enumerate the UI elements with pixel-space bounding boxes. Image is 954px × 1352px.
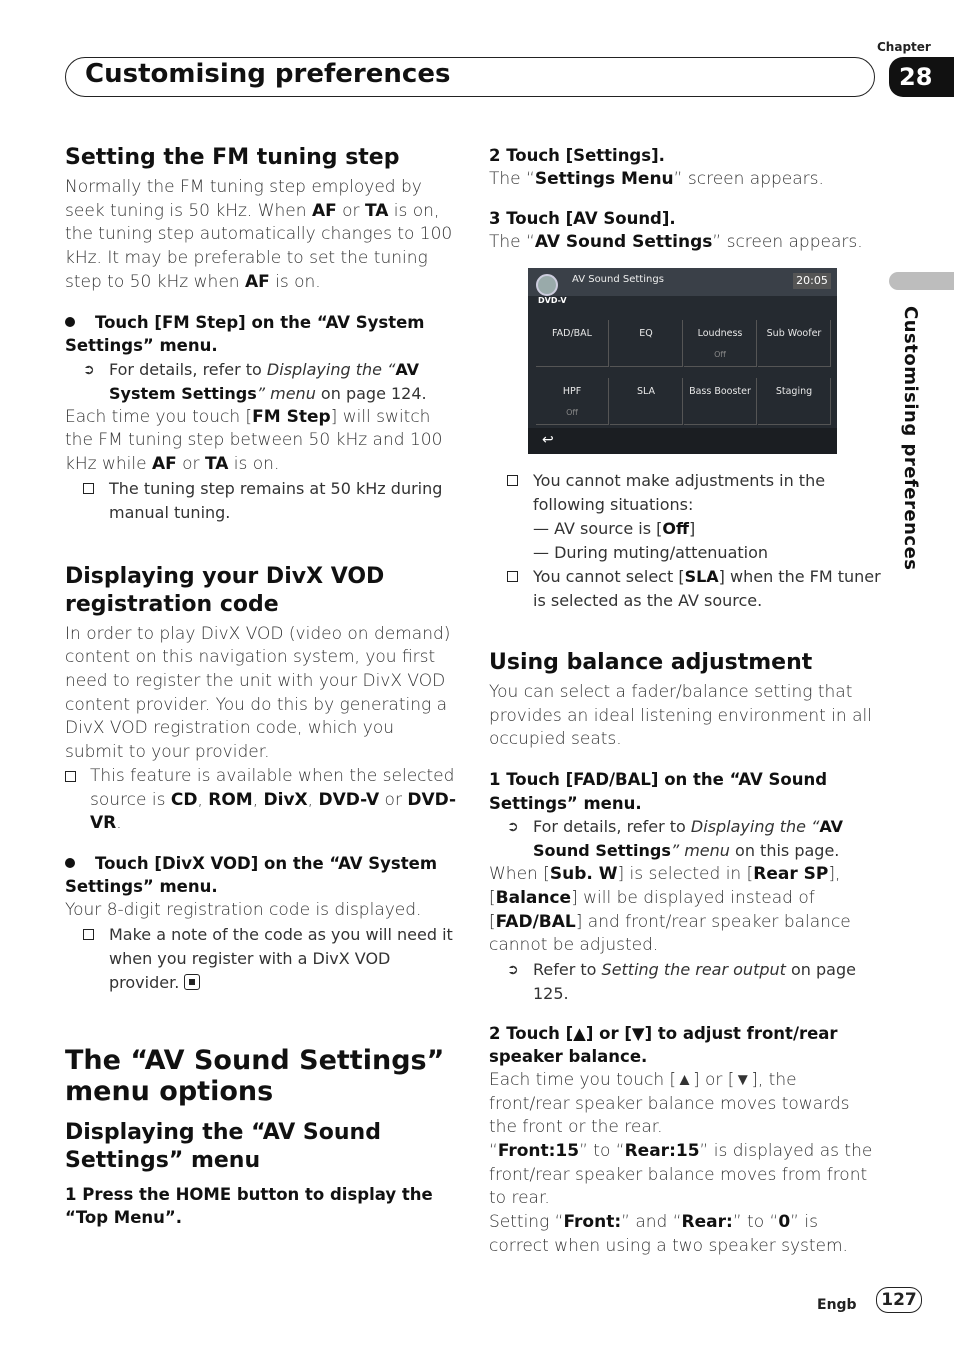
section-title-av-sound: The “AV Sound Settings” menu options — [65, 1044, 445, 1107]
eq-button[interactable]: EQ — [610, 320, 683, 367]
back-bar — [528, 428, 837, 454]
section-title-balance: Using balance adjustment — [489, 650, 813, 675]
paragraph: You can select a fader/balance setting that provides an ideal listening environment in all occupied seats. — [489, 682, 872, 750]
side-section-label: Customising preferences — [900, 306, 921, 571]
paragraph: Each time you touch [▲] or [▼], the front/rear speaker balance moves towards the front or the rear. — [489, 1069, 850, 1138]
bullet-icon — [65, 317, 75, 327]
clock: 20:05 — [793, 273, 831, 289]
paragraph: Setting “Front:” and “Rear:” to “0” is correct when using a two speaker system. — [489, 1212, 848, 1256]
reference-note: ➲ For details, refer to Displaying the “AV Sound Settings” menu on this page. — [507, 817, 844, 861]
av-sound-settings-screenshot — [528, 268, 837, 454]
note: You cannot make adjustments in the following situations: — [489, 469, 881, 517]
note: You cannot select [SLA] when the FM tuner is selected as the AV source. — [489, 565, 881, 613]
paragraph: Your 8-digit registration code is displayed. — [65, 899, 422, 920]
paragraph: The “AV Sound Settings” screen appears. — [489, 231, 863, 252]
source-label: DVD-V — [538, 296, 567, 305]
subsection-title: Displaying the “AV Sound Settings” menu — [65, 1119, 381, 1173]
paragraph: Normally the FM tuning step employed by seek tuning is 50 kHz. When AF or TA is on, the tuning step automatically changes to 100 kHz. It may be preferable to set the tuning step to 50 kHz when AF is on. — [65, 177, 453, 292]
step-heading: 2 Touch [Settings]. — [489, 146, 665, 165]
arrow-icon: ➲ — [507, 819, 519, 836]
note: The tuning step remains at 50 kHz during manual tuning. — [65, 477, 457, 525]
paragraph: The “Settings Menu” screen appears. — [489, 168, 824, 189]
end-mark-icon — [184, 974, 200, 990]
paragraph: In order to play DivX VOD (video on demand) content on this navigation system, you first need to register the unit with your DivX VOD content provider. You do this by generating a DivX VOD registration code, which you submit to your provider. — [65, 623, 451, 763]
paragraph: “Front:15” to “Rear:15” is displayed as the front/rear speaker balance moves from front to rear. — [489, 1141, 873, 1209]
arrow-icon: ➲ — [83, 361, 95, 378]
disc-icon — [536, 274, 558, 296]
left-column — [65, 144, 457, 1230]
note-item: — AV source is [Off] — [533, 519, 696, 538]
reference-note: ➲ For details, refer to Displaying the “AV System Settings” menu on page 124. — [83, 359, 427, 403]
reference-note: ➲ Refer to Setting the rear output on page 125. — [507, 959, 856, 1003]
step-heading: 3 Touch [AV Sound]. — [489, 209, 676, 229]
loudness-button[interactable]: Loudness Off — [684, 320, 757, 367]
bass-booster-button[interactable]: Bass Booster — [684, 378, 757, 425]
section-title-fm-step: Setting the FM tuning step — [65, 145, 400, 170]
page-number: 127 — [876, 1287, 922, 1313]
back-arrow-icon[interactable]: ↩ — [542, 432, 554, 448]
page-title: Customising preferences — [85, 59, 451, 89]
step-heading: 1 Press the HOME button to display the “Top Menu”. — [65, 1184, 433, 1228]
language-code: Engb — [817, 1297, 857, 1313]
sub-woofer-button[interactable]: Sub Woofer — [758, 320, 831, 367]
right-column-lower — [489, 469, 881, 1259]
note: This feature is available when the selected source is CD, ROM, DivX, DVD-V or DVD-VR. — [65, 765, 457, 836]
note-item: — During muting/attenuation — [533, 543, 769, 562]
step-heading: 1 Touch [FAD/BAL] on the “AV Sound Settings” menu. — [489, 770, 828, 813]
fad-bal-button[interactable]: FAD/BAL — [536, 320, 609, 367]
step-heading: Touch [DivX VOD] on the “AV System Settings” menu. — [65, 853, 438, 897]
paragraph: Each time you touch [FM Step] will switch the FM tuning step between 50 kHz and 100 kHz while AF or TA is on. — [65, 406, 443, 474]
section-title-divx: Displaying your DivX VOD registration code — [65, 563, 385, 617]
checkbox-icon — [507, 475, 518, 486]
sla-button[interactable]: SLA — [610, 378, 683, 425]
chapter-label: Chapter — [877, 40, 931, 54]
checkbox-icon — [83, 929, 94, 940]
step-heading: Touch [FM Step] on the “AV System Settings” menu. — [65, 312, 425, 356]
hpf-button[interactable]: HPF Off — [536, 378, 609, 425]
bullet-icon — [65, 858, 75, 868]
staging-button[interactable]: Staging — [758, 378, 831, 425]
side-tab — [889, 272, 954, 290]
paragraph: When [Sub. W] is selected in [Rear SP], [Balance] will be displayed instead of [FAD/BAL] and front/rear speaker balance cannot be adjusted. — [489, 864, 851, 956]
screen-title: AV Sound Settings — [572, 274, 664, 285]
note: Make a note of the code as you will need it when you register with a DivX VOD provider. — [65, 923, 457, 995]
arrow-icon: ➲ — [507, 961, 519, 978]
checkbox-icon — [83, 483, 94, 494]
step-heading: 2 Touch [▲] or [▼] to adjust front/rear speaker balance. — [489, 1023, 838, 1067]
checkbox-icon — [65, 771, 76, 782]
chapter-number: 28 — [889, 57, 954, 97]
checkbox-icon — [507, 571, 518, 582]
right-column — [489, 144, 881, 254]
